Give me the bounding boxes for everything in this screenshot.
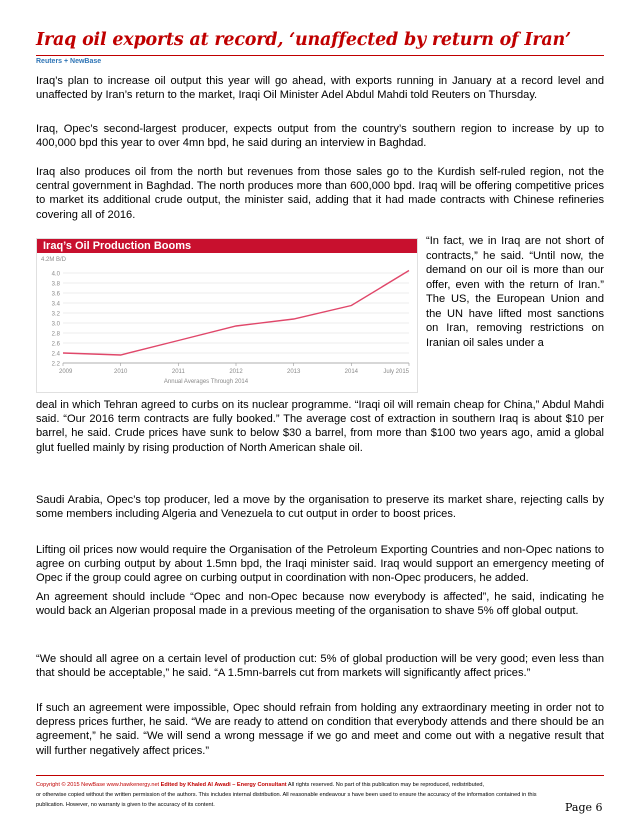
paragraph (36, 122, 604, 150)
paragraph (36, 74, 604, 102)
paragraph-text: If such an agreement were impossible, Opec should refrain from holding any extraordinary meeting in order not to depress prices further, he said. “We are ready to attend on condition that everybody attends and there should be an agreement,” he said. “We will send a wrong message if we go and meet and come out with a negative result that will further negatively affect prices.” (36, 702, 604, 757)
chart-xtick-label: July 2015 (383, 369, 409, 375)
chart-ytick-label: 3.0 (51, 321, 60, 328)
chart-title: Iraq’s Oil Production Booms (43, 240, 192, 252)
footer-rights-1: All rights reserved. No part of this publication may be reproduced, redistributed, (287, 782, 485, 788)
paragraph-text: Lifting oil prices now would require the Organisation of the Petroleum Exporting Countries and non-Opec nations to agree on curbing output by about 1.5mn bpd, the Iraqi minister said. Iraq would support an emergency meeting of Opec if the group could agree on curbing output in coordination with non-Opec producers, he added. (36, 544, 604, 585)
article-title: Iraq oil exports at record, ‘unaffected by return of Iran’ (36, 30, 571, 50)
page-number: Page 6 (565, 801, 603, 814)
chart-xtick-label: 2010 (113, 369, 128, 375)
paragraph (36, 652, 604, 680)
production-chart (36, 238, 418, 393)
paragraph (36, 590, 604, 618)
footer-editor: Edited by Khaled Al Awadi – Energy Consultant (160, 782, 287, 788)
chart-xlabel: Annual Averages Through 2014 (163, 379, 249, 385)
footer-copyright: Copyright © 2015 NewBase www.hawkenergy.net (36, 782, 160, 788)
footer-rights-3: publication. However, no warranty is given to the accuracy of its content. (36, 802, 215, 808)
paragraph (36, 493, 604, 521)
footer (36, 780, 556, 810)
chart-ytick-label: 4.0 (51, 271, 60, 278)
chart-xtick-label: 2009 (59, 369, 73, 375)
chart-xtick-label: 2013 (286, 369, 301, 375)
chart-ytick-label: 3.2 (51, 311, 60, 318)
chart-ytick-label: 2.6 (51, 341, 60, 348)
chart-plot (37, 253, 417, 392)
paragraph (36, 543, 604, 586)
chart-ytick-label: 3.4 (51, 301, 60, 308)
paragraph-text: deal in which Tehran agreed to curbs on its nuclear programme. “Iraqi oil will remain cheap for China,” Abdul Mahdi said. “Our 2016 term contracts are fully booked.” The average cost of extraction in southern Iraq is about $10 per barrel, he said. Crude prices have sunk to below $30 a barrel, from more than $100 two years ago, amid a global glut fuelled mainly by rising production of North American shale oil. (36, 399, 604, 454)
chart-ylabel: 4.2M B/D (41, 257, 67, 263)
paragraph-text: Saudi Arabia, Opec’s top producer, led a move by the organisation to preserve its market share, rejecting calls by some members including Algeria and Venezuela to cut output in order to boost prices. (36, 494, 604, 521)
paragraph-text: An agreement should include “Opec and non-Opec because now everybody is affected”, he said, indicating he would back an Algerian proposal made in a previous meeting of the organisation to shave 5% off global output. (36, 591, 604, 618)
side-column (426, 234, 604, 350)
paragraph-text: “We should all agree on a certain level of production cut: 5% of global production will be very good; even less than that should be acceptable,” he said. “A 1.5mn-barrels cut from markets will significantly affect prices.” (36, 653, 604, 680)
footer-rights-2: or otherwise copied without the written permission of the authors. This includes internal distribution. All reasonable endeavour s have been used to ensure the accuracy of the information contained in this (36, 792, 537, 798)
article-byline: Reuters + NewBase (36, 58, 102, 65)
chart-ytick-label: 2.8 (51, 331, 60, 338)
footer-divider (36, 775, 604, 776)
chart-ytick-label: 2.4 (51, 351, 60, 358)
chart-xtick-label: 2011 (171, 369, 185, 375)
chart-xtick-label: 2012 (229, 369, 243, 375)
paragraph-text: Iraq also produces oil from the north but revenues from those sales go to the Kurdish self-ruled region, not the central government in Baghdad. The north produces more than 600,000 bpd. Iraq will be offering competitive prices to market its additional crude output, the minister said, adding that it had made contracts with Chinese refineries covering all of 2016. (36, 166, 604, 221)
chart-ytick-label: 2.2 (51, 361, 60, 368)
paragraph-text: Iraq, Opec’s second-largest producer, expects output from the country’s southern region to increase by up to 400,000 bpd this year to over 4mn bpd, he said during an interview in Baghdad. (36, 123, 604, 150)
paragraph (36, 165, 604, 222)
paragraph (36, 398, 604, 455)
chart-ytick-label: 3.6 (51, 291, 60, 298)
paragraph (36, 701, 604, 758)
chart-ytick-label: 3.8 (51, 281, 60, 288)
side-column-text: “In fact, we in Iraq are not short of contracts,” he said. “Until now, the demand on our oil is more than our offer, even with the return of Iran.” The US, the European Union and the UN have lifted most sanctions on Iran, removing restrictions on Iranian oil sales under a (426, 235, 604, 349)
title-divider (36, 55, 604, 56)
paragraph-text: Iraq’s plan to increase oil output this year will go ahead, with exports running in January at a record level and unaffected by Iran’s return to the market, Iraqi Oil Minister Adel Abdul Mahdi told Reuters on Thursday. (36, 75, 604, 102)
chart-xtick-label: 2014 (344, 369, 359, 375)
